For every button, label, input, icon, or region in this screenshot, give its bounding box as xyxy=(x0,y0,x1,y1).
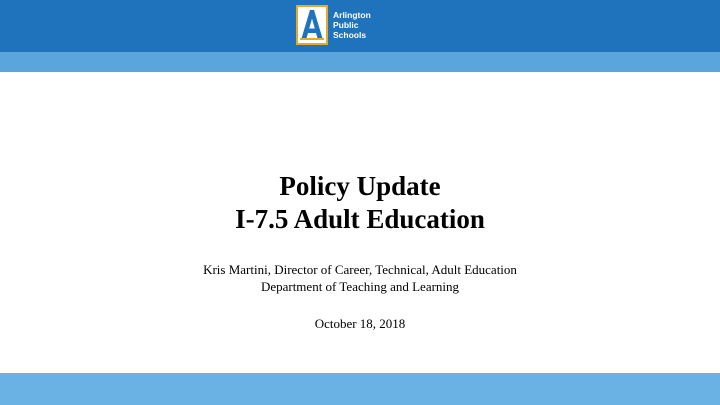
presentation-date: October 18, 2018 xyxy=(314,316,406,331)
presenter-block xyxy=(0,261,720,295)
logo-text xyxy=(333,10,371,40)
department-name: Department of Teaching and Learning xyxy=(260,279,460,294)
slide-title-line-2: I-7.5 Adult Education xyxy=(235,204,485,234)
logo-line-2: Public xyxy=(333,20,359,30)
logo-letter-a-icon xyxy=(298,7,326,43)
logo-line-1: Arlington xyxy=(333,10,371,20)
slide-content xyxy=(0,170,720,332)
presenter-name: Kris Martini, Director of Career, Technical, Adult Education xyxy=(203,262,517,277)
slide-title-line-1: Policy Update xyxy=(279,171,441,201)
footer-stripe xyxy=(0,373,720,405)
school-logo xyxy=(296,5,371,45)
logo-line-3: Schools xyxy=(333,30,367,40)
header-stripe xyxy=(0,52,720,72)
aps-logo-icon xyxy=(296,5,328,45)
